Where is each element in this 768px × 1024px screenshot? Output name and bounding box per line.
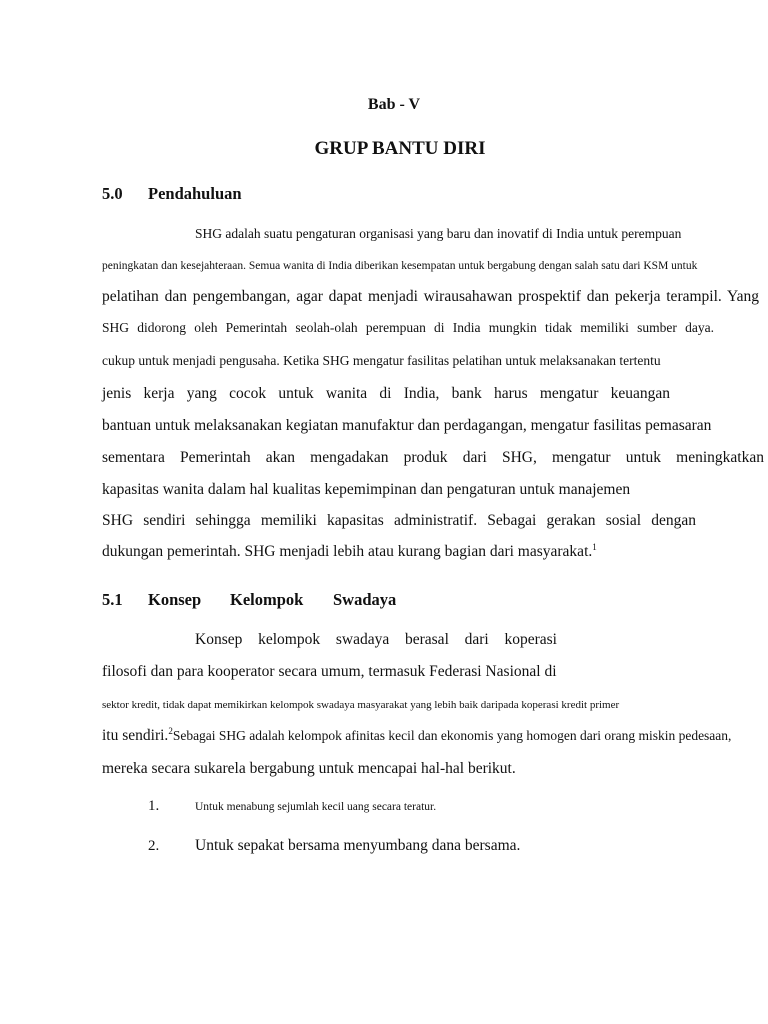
list-marker: 2. <box>148 838 160 854</box>
paragraph-line: sementara Pemerintah akan mengadakan produk dari SHG, mengatur untuk meningkatkan <box>102 449 764 466</box>
list-item <box>148 837 520 855</box>
line-text: Konsep kelompok swadaya berasal dari koperasi <box>195 631 557 648</box>
paragraph-line <box>102 542 759 562</box>
paragraph-line: sektor kredit, tidak dapat memikirkan kelompok swadaya masyarakat yang lebih baik daripada koperasi kredit primer <box>102 699 620 711</box>
section-heading-5-0 <box>102 184 242 204</box>
paragraph-line: jenis kerja yang cocok untuk wanita di India, bank harus mengatur keuangan <box>102 385 670 402</box>
paragraph-line: SHG didorong oleh Pemerintah seolah-olah perempuan di India mungkin tidak memiliki sumber daya. <box>102 320 714 335</box>
footnote-mark: 2 <box>168 726 173 736</box>
section-number: 5.1 <box>102 590 123 609</box>
section-title-word: Konsep <box>148 590 202 609</box>
paragraph-line: mereka secara sukarela bergabung untuk mencapai hal-hal berikut. <box>102 760 516 777</box>
paragraph-line: kapasitas wanita dalam hal kualitas kepemimpinan dan pengaturan untuk manajemen <box>102 481 631 498</box>
paragraph-line: pelatihan dan pengembangan, agar dapat menjadi wirausahawan prospektif dan pekerja terampil. Yang <box>102 288 759 305</box>
line-text: dukungan pemerintah. SHG menjadi lebih atau kurang bagian dari masyarakat. <box>102 543 593 560</box>
line-text: itu sendiri. <box>102 727 169 744</box>
section-title: Pendahuluan <box>148 184 242 203</box>
paragraph-line: bantuan untuk melaksanakan kegiatan manufaktur dan perdagangan, mengatur fasilitas pemasaran <box>102 417 712 434</box>
paragraph-line: filosofi dan para kooperator secara umum, termasuk Federasi Nasional di <box>102 663 557 680</box>
line-text: SHG adalah suatu pengaturan organisasi yang baru dan inovatif di India untuk perempuan <box>195 226 682 241</box>
paragraph-line <box>102 224 759 244</box>
paragraph-line: cukup untuk menjadi pengusaha. Ketika SHG mengatur fasilitas pelatihan untuk melaksanakan tertentu <box>102 353 661 368</box>
section-number: 5.0 <box>102 184 123 203</box>
section-title-word: Kelompok <box>230 590 304 609</box>
page-title: GRUP BANTU DIRI <box>314 138 486 159</box>
paragraph-line <box>102 726 759 746</box>
paragraph-line: peningkatan dan kesejahteraan. Semua wanita di India diberikan kesempatan untuk bergabung dengan salah satu dari KSM untuk <box>102 260 698 272</box>
list-item <box>148 797 436 815</box>
list-item-text: Untuk sepakat bersama menyumbang dana bersama. <box>195 837 521 854</box>
section-heading-5-1 <box>102 590 396 610</box>
paragraph-line: SHG sendiri sehingga memiliki kapasitas administratif. Sebagai gerakan sosial dengan <box>102 512 696 529</box>
list-marker: 1. <box>148 798 160 814</box>
chapter-label: Bab - V <box>367 96 421 113</box>
line-text: Sebagai SHG adalah kelompok afinitas kecil dan ekonomis yang homogen dari orang miskin pedesaan, <box>172 728 732 743</box>
paragraph-line <box>195 630 557 650</box>
section-title-word: Swadaya <box>333 590 397 609</box>
list-item-text: Untuk menabung sejumlah kecil uang secara teratur. <box>195 801 437 813</box>
footnote-mark: 1 <box>592 542 597 552</box>
